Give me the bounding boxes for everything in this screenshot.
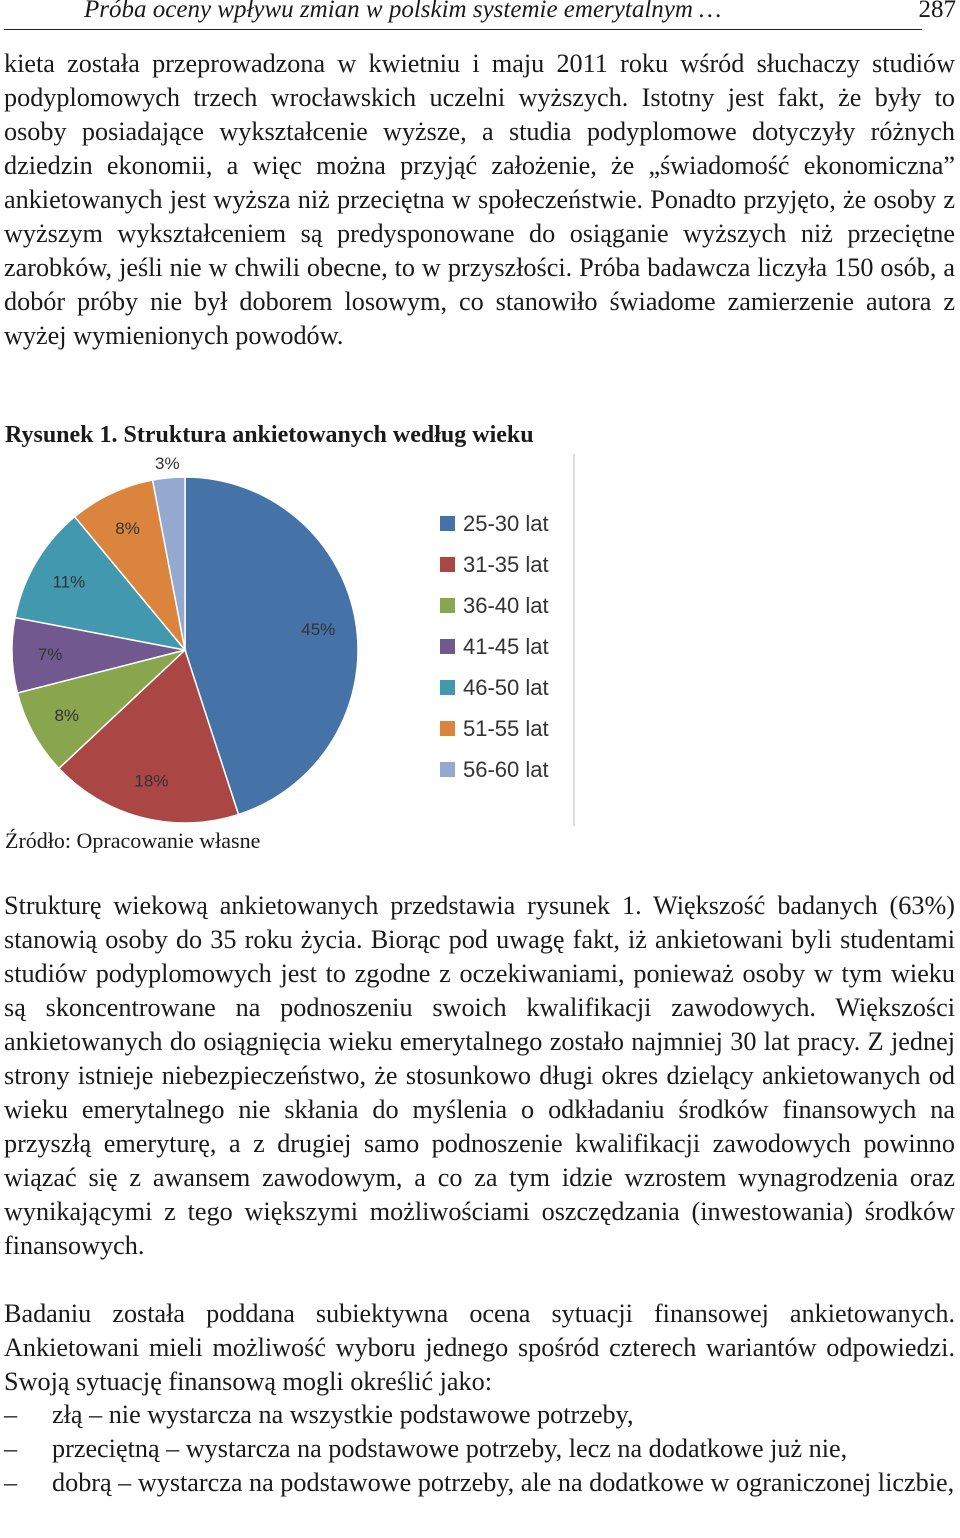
legend-label: 56-60 lat	[463, 757, 549, 782]
legend-label: 46-50 lat	[463, 675, 549, 700]
legend-label: 41-45 lat	[463, 634, 549, 659]
list-item-text: dobrą – wystarcza na podstawowe potrzeby, ale na dodatkowe w ograniczonej liczbie,	[52, 1468, 955, 1497]
legend-swatch	[440, 762, 455, 777]
pie-value-label: 8%	[54, 706, 80, 726]
figure-source: Źródło: Opracowanie własne	[5, 828, 261, 853]
legend-label: 25-30 lat	[463, 511, 549, 536]
running-title: Próba oceny wpływu zmian w polskim systemie emerytalnym …	[84, 0, 722, 23]
pie-value-label: 3%	[155, 453, 180, 473]
pie-value-label: 8%	[115, 518, 140, 538]
paragraph-age-structure: Strukturę wiekową ankietowanych przedstawia rysunek 1. Większość badanych (63%) stanowią osoby do 35 roku życia. Biorąc pod uwagę fakt, iż ankietowani byli studentami studiów podyplomowych jest to zgodne z oczekiwaniami, ponieważ osoby w tym wieku są skoncentrowane na podnoszeniu swoich kwalifikacji zawodowych. Większości ankietowanych do osiągnięcia wieku emerytalnego zostało najmniej 30 lat pracy. Z jednej strony istnieje niebezpieczeństwo, że stosunkowo długi okres dzielący ankietowanych od wieku emerytalnego nie skłania do myślenia o odkładaniu środków finansowych na przyszłą emeryturę, a z drugiej samo podnoszenie kwalifikacji zawodowych powinno wiązać się z awansem zawodowym, a co za tym idzie wzrostem wynagrodzenia oraz wynikającymi z tego większymi możliwościami oszczędzania (inwestowania) środków finansowych.	[4, 891, 955, 1260]
list-item-text: przeciętną – wystarcza na podstawowe potrzeby, lecz na dodatkowe już nie,	[52, 1434, 848, 1463]
legend-swatch	[440, 598, 455, 613]
legend-swatch	[440, 639, 455, 654]
pie-value-label: 7%	[37, 645, 63, 665]
paragraph-intro: kieta została przeprowadzona w kwietniu i maju 2011 roku wśród słuchaczy studiów podyplomowych trzech wrocławskich uczelni wyższych. Istotny jest fakt, że były to osoby posiadające wykształcenie wyższe, a studia podyplomowe dotyczyły różnych dziedzin ekonomii, a więc można przyjąć założenie, że „świadomość ekonomiczna” ankietowanych jest wyższa niż przeciętna w społeczeństwie. Ponadto przyjęto, że osoby z wyższym wykształceniem są predysponowane do osiąganie wyższych niż przeciętne zarobków, jeśli nie w chwili obecne, to w przyszłości. Próba badawcza liczyła 150 osób, a dobór próby nie był doborem losowym, co stanowiło świadome zamierzenie autora z wyżej wymienionych powodów.	[4, 49, 955, 350]
legend-swatch	[440, 721, 455, 736]
list-item-text: złą – nie wystarcza na wszystkie podstawowe potrzeby,	[52, 1400, 634, 1429]
page-header	[0, 0, 960, 30]
list-dash: –	[4, 1468, 18, 1497]
list-item	[4, 1432, 955, 1466]
list-dash: –	[4, 1400, 18, 1429]
pie-chart-svg	[0, 450, 580, 830]
list-item	[4, 1466, 955, 1500]
page-number: 287	[918, 0, 956, 23]
answer-options-list	[4, 1398, 955, 1500]
legend-swatch	[440, 516, 455, 531]
pie-value-label: 45%	[301, 619, 336, 639]
figure-caption: Rysunek 1. Struktura ankietowanych według wieku	[5, 422, 534, 448]
age-structure-chart	[0, 450, 580, 830]
legend-label: 51-55 lat	[463, 716, 549, 741]
legend-swatch	[440, 680, 455, 695]
legend-label: 36-40 lat	[463, 593, 549, 618]
paragraph-financial-situation: Badaniu została poddana subiektywna ocena sytuacji finansowej ankietowanych. Ankietowani mieli możliwość wyboru jednego spośród czterech wariantów odpowiedzi. Swoją sytuację finansową mogli określić jako:	[4, 1299, 955, 1396]
list-item	[4, 1398, 955, 1432]
list-dash: –	[4, 1434, 18, 1463]
legend-swatch	[440, 557, 455, 572]
pie-value-label: 11%	[52, 572, 86, 592]
pie-value-label: 18%	[134, 771, 169, 791]
legend-label: 31-35 lat	[463, 552, 549, 577]
header-rule	[4, 29, 922, 30]
